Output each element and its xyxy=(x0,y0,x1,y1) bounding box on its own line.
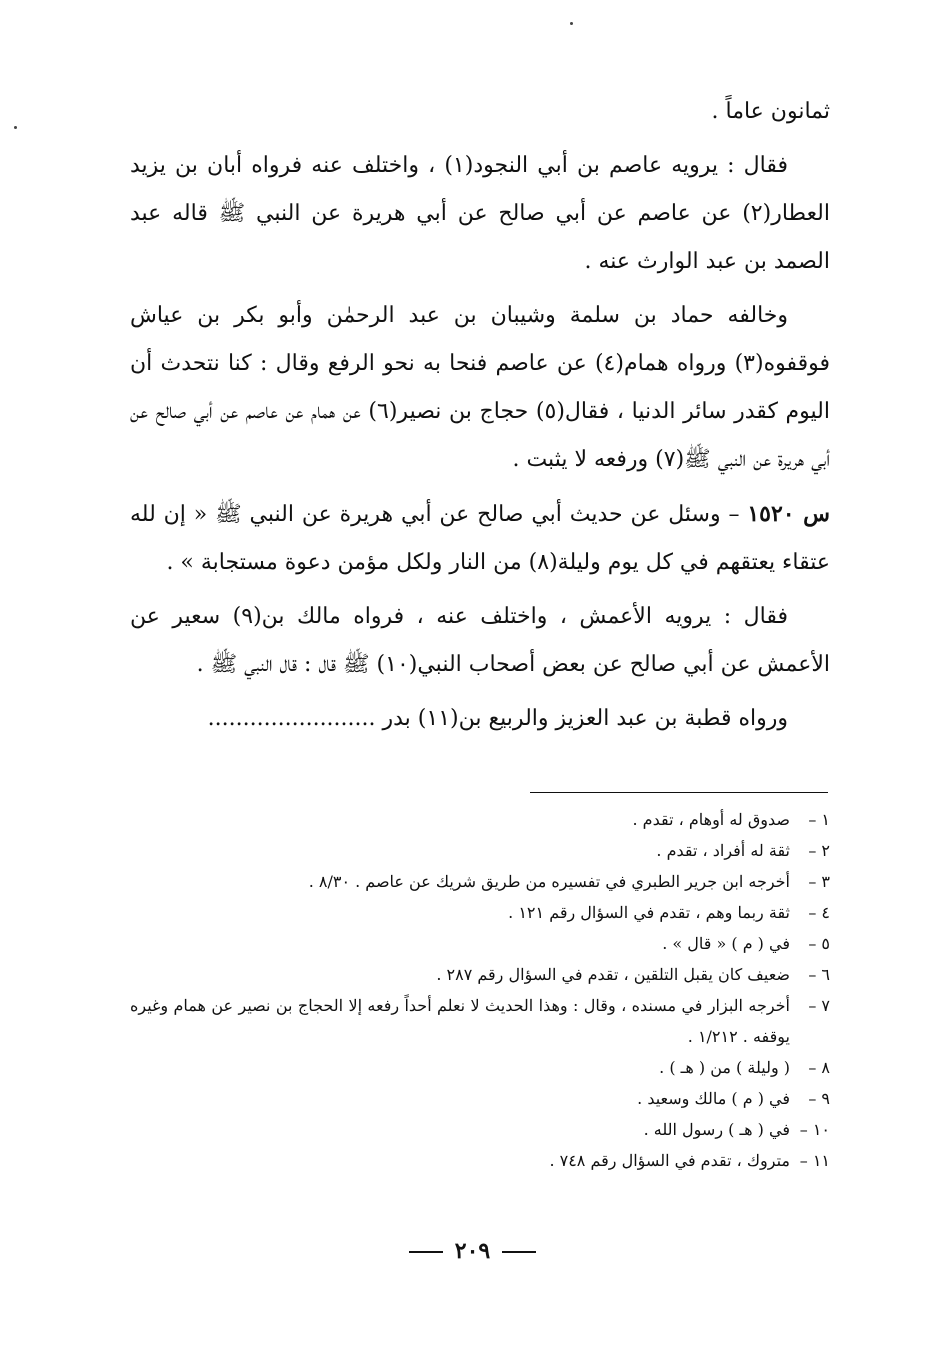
page-number xyxy=(0,1238,945,1264)
footnote xyxy=(130,835,830,866)
page-number-dash xyxy=(409,1251,443,1253)
footnote-text: صدوق له أوهام ، تقدم . xyxy=(632,810,790,829)
footnote xyxy=(130,804,830,835)
footnote-number: ١ – xyxy=(808,810,830,829)
scan-speck xyxy=(570,22,573,25)
footnote xyxy=(130,897,830,928)
footnote-number: ٧ – xyxy=(808,996,830,1015)
footnote xyxy=(130,928,830,959)
footnote-number: ٦ – xyxy=(808,965,830,984)
footnote-number: ٩ – xyxy=(808,1089,830,1108)
footnote-text: ثقة ربما وهم ، تقدم في السؤال رقم ١٢١ . xyxy=(508,903,790,922)
paragraph-opening: ثمانون عاماً . xyxy=(711,99,830,124)
footnote xyxy=(130,1083,830,1114)
footnote-number: ٥ – xyxy=(808,934,830,953)
paragraph: فقال : يرويه عاصم بن أبي النجود(١) ، واختلف عنه فرواه أبان بن يزيد العطار(٢) عن عاصم عن أبي صالح عن أبي هريرة عن النبي ﷺ قاله عبد الصمد بن عبد الوارث عنه . xyxy=(130,153,830,274)
paragraph: ورواه قطبة بن عبد العزيز والربيع بن(١١) بدر ........................ xyxy=(207,706,788,731)
footnote-text: ثقة له أفراد ، تقدم . xyxy=(656,841,790,860)
footnote xyxy=(130,1145,830,1176)
footnote-text: في ( هـ ) رسول الله . xyxy=(643,1120,790,1139)
footnote-text: متروك ، تقدم في السؤال رقم ٧٤٨ . xyxy=(549,1151,790,1170)
footnote-text: ضعيف كان يقبل التلقين ، تقدم في السؤال رقم ٢٨٧ . xyxy=(436,965,790,984)
question-paragraph xyxy=(130,490,830,587)
footnote-text: أخرجه البزار في مسنده ، وقال : وهذا الحديث لا نعلم أحداً رفعه إلا الحجاج بن نصير عن همام وغيره يوقفه . ١/٢١٢ . xyxy=(130,996,790,1046)
footnote xyxy=(130,959,830,990)
question-number: س ١٥٢٠ xyxy=(747,501,830,527)
footnote xyxy=(130,990,830,1052)
footnote xyxy=(130,866,830,897)
footnote-number: ٣ – xyxy=(808,872,830,891)
footnote-text: في ( م ) « قال » . xyxy=(662,934,790,953)
footnotes xyxy=(130,804,830,1176)
footnote-text: أخرجه ابن جرير الطبري في تفسيره من طريق شريك عن عاصم . ٨/٣٠ . xyxy=(308,872,790,891)
footnote-separator xyxy=(530,792,828,793)
page-number-dash xyxy=(502,1251,536,1253)
paragraph: فقال : يرويه الأعمش ، واختلف عنه ، فرواه مالك بن(٩) سعير عن الأعمش عن أبي صالح عن بعض أصحاب النبي(١٠) ﷺ قال : قال النبي ﷺ . xyxy=(130,604,830,677)
footnote-number: ٨ – xyxy=(808,1058,830,1077)
paragraph: وخالفه حماد بن سلمة وشيبان بن عبد الرحمٰن وأبو بكر بن عياش فوقفوه(٣) ورواه همام(٤) عن عاصم فنحا به نحو الرفع وقال : كنا نتحدث أن اليوم كقدر سائر الدنيا ، فقال(٥) حجاج بن نصير(٦) عن همام عن عاصم عن أبي صالح عن أبي هريرة عن النبي ﷺ(٧) ورفعه لا يثبت . xyxy=(130,303,830,472)
question-text: – وسئل عن حديث أبي صالح عن أبي هريرة عن النبي ﷺ « إن لله عتقاء يعتقهم في كل يوم وليلة(٨) من النار ولكل مؤمن دعوة مستجابة » . xyxy=(130,502,830,575)
footnote-text: في ( م ) مالك وسعيد . xyxy=(637,1089,790,1108)
footnote-number: ٤ – xyxy=(808,903,830,922)
footnote xyxy=(130,1052,830,1083)
footnote-text: ( وليلة ) من ( هـ ) . xyxy=(659,1058,790,1077)
footnote xyxy=(130,1114,830,1145)
scan-speck xyxy=(14,126,17,129)
footnote-number: ١٠ – xyxy=(799,1120,830,1139)
page-number-value: ٢٠٩ xyxy=(454,1238,491,1264)
footnote-number: ١١ – xyxy=(799,1151,830,1170)
main-text xyxy=(130,88,830,749)
footnote-number: ٢ – xyxy=(808,841,830,860)
